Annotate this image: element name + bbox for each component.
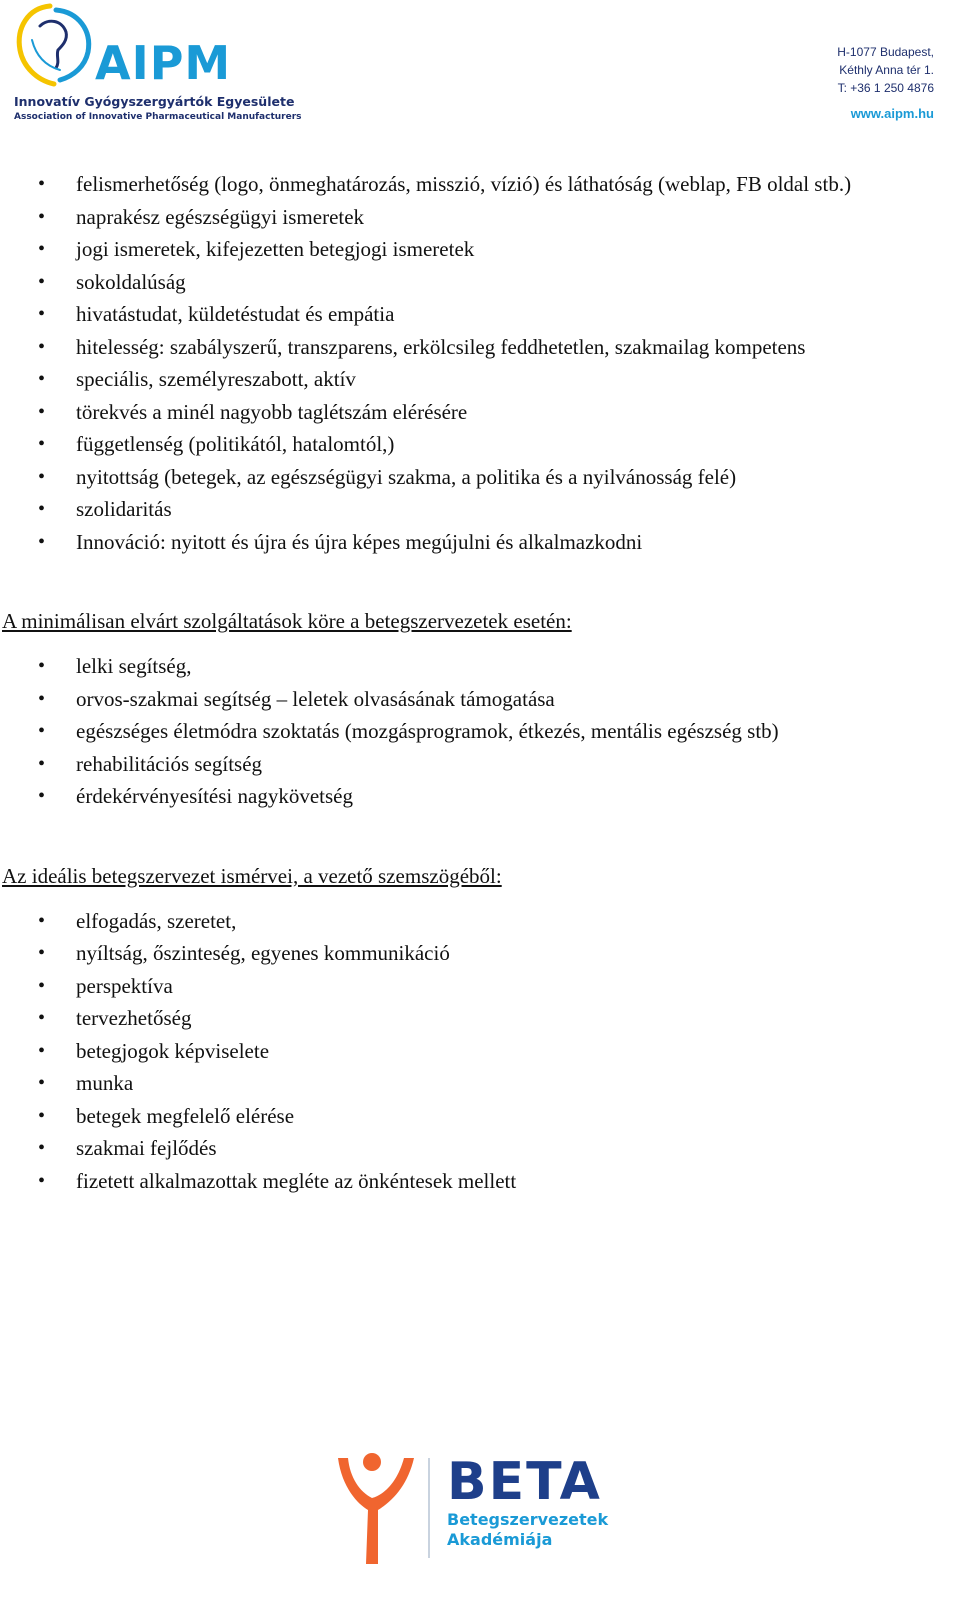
ideal-criteria-list <box>0 905 960 1198</box>
section-title-ideal: Az ideális betegszervezet ismérvei, a vezető szemszögéből: <box>2 863 502 888</box>
list-item: • törekvés a minél nagyobb taglétszám elérésére <box>0 396 960 429</box>
beta-person-icon <box>332 1448 432 1568</box>
contact-block <box>837 43 934 123</box>
beta-logo-line-1: Betegszervezetek <box>447 1510 609 1529</box>
list-item: • naprakész egészségügyi ismeretek <box>0 201 960 234</box>
list-item: • hitelesség: szabályszerű, transzparens, erkölcsileg feddhetetlen, szakmailag kompetens <box>0 331 960 364</box>
address-line-1: H-1077 Budapest, <box>837 45 934 59</box>
list-item: • nyíltság, őszinteség, egyenes kommunikáció <box>0 937 960 970</box>
website-link[interactable]: www.aipm.hu <box>850 106 934 121</box>
list-item: • sokoldalúság <box>0 266 960 299</box>
aipm-logo-subtitle-hu: Innovatív Gyógyszergyártók Egyesülete <box>14 94 295 109</box>
services-list <box>0 650 960 813</box>
list-item: • Innováció: nyitott és újra és újra képes megújulni és alkalmazkodni <box>0 526 960 559</box>
beta-logo-word: BETA <box>447 1452 602 1512</box>
list-item: • fizetett alkalmazottak megléte az önkéntesek mellett <box>0 1165 960 1198</box>
criteria-list <box>0 168 960 558</box>
address-line-2: Kéthly Anna tér 1. <box>839 63 934 77</box>
list-item: • speciális, személyreszabott, aktív <box>0 363 960 396</box>
list-item: • szakmai fejlődés <box>0 1132 960 1165</box>
list-item: • tervezhetőség <box>0 1002 960 1035</box>
list-item: • felismerhetőség (logo, önmeghatározás, misszió, vízió) és láthatóság (weblap, FB oldal stb.) <box>0 168 960 201</box>
aipm-logo-subtitle-en: Association of Innovative Pharmaceutical Manufacturers <box>14 112 302 122</box>
list-item: • rehabilitációs segítség <box>0 748 960 781</box>
beta-logo-line-2: Akadémiája <box>447 1530 553 1549</box>
beta-logo <box>332 1448 622 1568</box>
page-header <box>0 0 960 140</box>
list-item: • munka <box>0 1067 960 1100</box>
list-item: • egészséges életmódra szoktatás (mozgásprogramok, étkezés, mentális egészség stb) <box>0 715 960 748</box>
list-item: • jogi ismeretek, kifejezetten betegjogi ismeretek <box>0 233 960 266</box>
list-item: • elfogadás, szeretet, <box>0 905 960 938</box>
section-title-services: A minimálisan elvárt szolgáltatások köre a betegszervezetek esetén: <box>2 609 572 633</box>
list-item: • hivatástudat, küldetéstudat és empátia <box>0 298 960 331</box>
list-item: • függetlenség (politikától, hatalomtól,) <box>0 428 960 461</box>
list-item: • szolidaritás <box>0 493 960 526</box>
aipm-logo <box>10 0 302 128</box>
document-body <box>0 168 960 1197</box>
list-item: • nyitottság (betegek, az egészségügyi szakma, a politika és a nyilvánosság felé) <box>0 461 960 494</box>
phone-number: T: +36 1 250 4876 <box>837 81 934 95</box>
list-item: • betegek megfelelő elérése <box>0 1100 960 1133</box>
list-item: • érdekérvényesítési nagykövetség <box>0 780 960 813</box>
list-item: • betegjogok képviselete <box>0 1035 960 1068</box>
list-item: • lelki segítség, <box>0 650 960 683</box>
list-item: • perspektíva <box>0 970 960 1003</box>
aipm-emblem-icon <box>10 0 100 96</box>
aipm-logo-word: AIPM <box>95 36 232 90</box>
list-item: • orvos-szakmai segítség – leletek olvasásának támogatása <box>0 683 960 716</box>
